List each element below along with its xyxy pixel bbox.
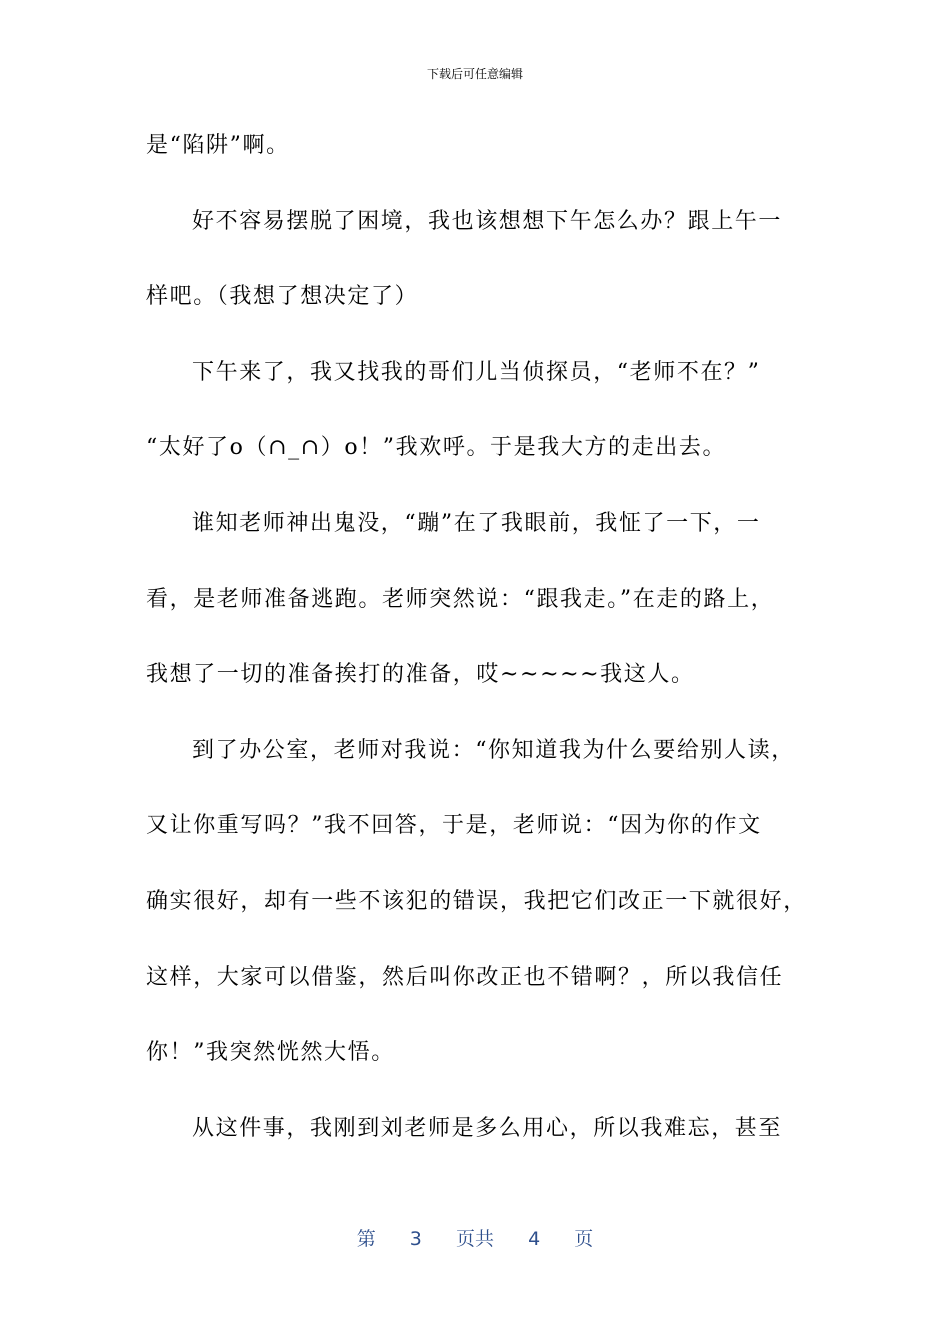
text-line: 是“陷阱”啊。 [146,133,290,158]
text-line: 看，是老师准备逃跑。老师突然说：“跟我走。”在走的路上， [146,586,775,612]
text-line: 确实很好，却有一些不该犯的错误，我把它们改正一下就很好， [146,888,807,914]
footer-prefix: 第 [356,1228,376,1250]
footer-current-page: 3 [409,1228,422,1250]
text-line: 谁知老师神出鬼没，“蹦”在了我眼前，我怔了一下，一 [192,510,761,536]
text-line: 又让你重写吗？”我不回答，于是，老师说：“因为你的作文 [146,813,762,839]
page-footer [0,1225,950,1253]
text-line: 好不容易摆脱了困境，我也该想想下午怎么办？跟上午一 [192,208,783,234]
document-body [146,120,806,1178]
text-line: 从这件事，我刚到刘老师是多么用心，所以我难忘，甚至 [192,1115,783,1141]
text-line: 我想了一切的准备挨打的准备，哎~~~~~我这人。 [146,662,695,688]
text-line: 你！”我突然恍然大悟。 [146,1040,395,1066]
footer-middle: 页共 [455,1228,494,1250]
text-line: 到了办公室，老师对我说：“你知道我为什么要给别人读， [192,737,795,763]
text-line: 下午来了，我又找我的哥们儿当侦探员，“老师不在？” [192,359,761,385]
footer-total-pages: 4 [528,1228,541,1250]
header-text: 下载后可任意编辑 [426,67,523,81]
footer-suffix: 页 [574,1228,594,1250]
page-header [0,66,950,82]
text-line: 样吧。（我想了想决定了） [146,284,419,310]
text-line: 这样，大家可以借鉴，然后叫你改正也不错啊？，所以我信任 [146,964,784,990]
text-line: “太好了o（∩_∩）o！”我欢呼。于是我大方的走出去。 [146,435,727,461]
